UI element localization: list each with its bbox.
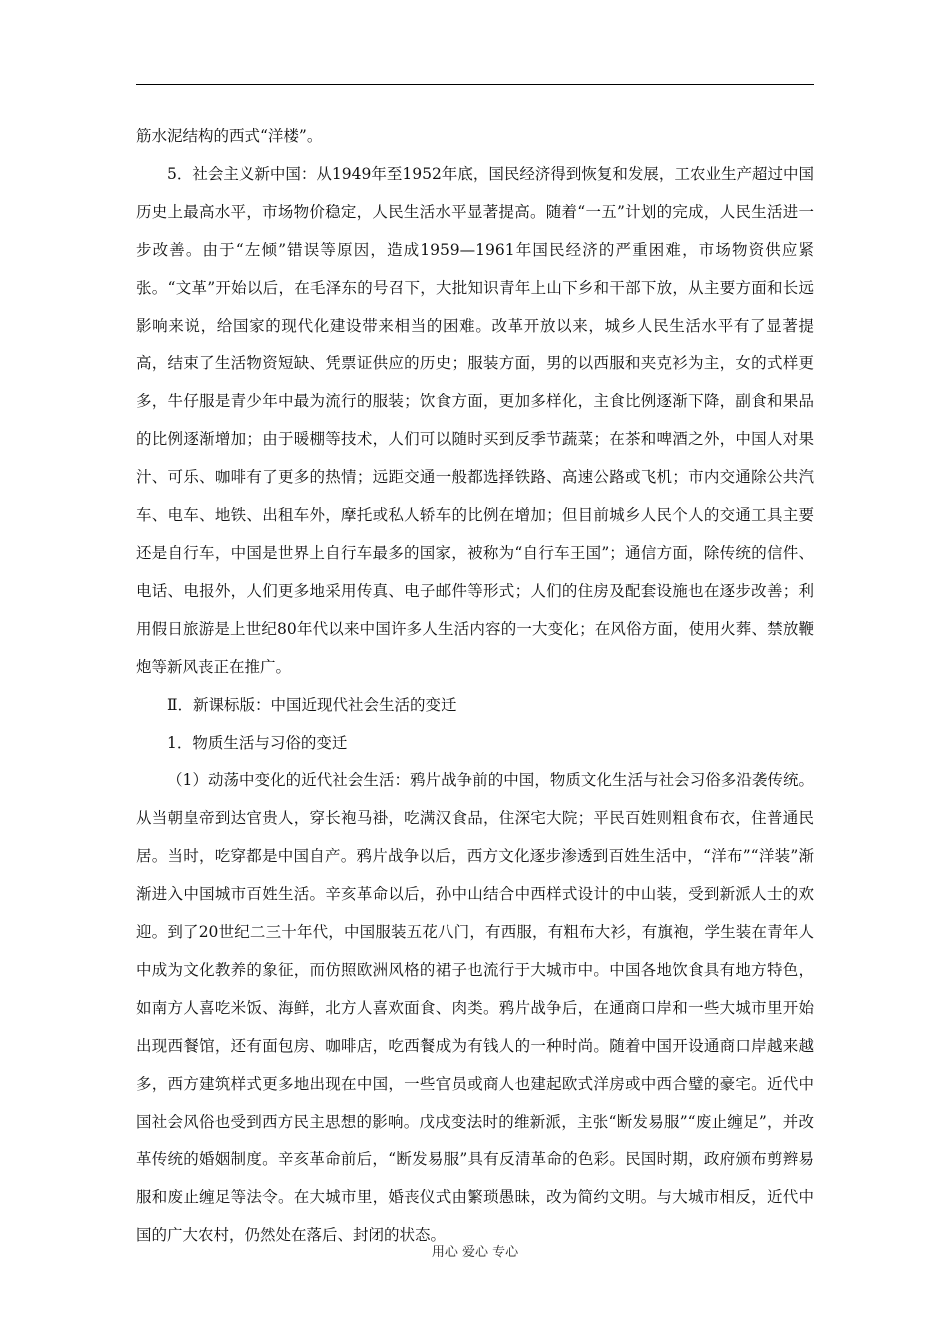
paragraph-continuation: 筋水泥结构的西式“洋楼”。 — [136, 127, 323, 145]
document-body — [136, 118, 814, 1255]
subsection-heading: 1．物质生活与习俗的变迁 — [167, 733, 348, 752]
page-footer: 用心 爱心 专心 — [431, 1245, 519, 1260]
section-heading: Ⅱ．新课标版：中国近现代社会生活的变迁 — [167, 695, 457, 714]
paragraph-modern-social-life: （1）动荡中变化的近代社会生活：鸦片战争前的中国，物质文化生活与社会习俗多沿袭传统。从当朝皇帝到达官贵人，穿长袍马褂，吃满汉食品，住深宅大院；平民百姓则粗食布衣，住普通民居。当时，吃穿都是中国自产。鸦片战争以后，西方文化逐步渗透到百姓生活中，“洋布”“洋装”渐渐进入中国城市百姓生活。辛亥革命以后，孙中山结合中西样式设计的中山装，受到新派人士的欢迎。到了20世纪二三十年代，中国服装五花八门，有西服，有粗布大衫，有旗袍，学生装在青年人中成为文化教养的象征，而仿照欧洲风格的裙子也流行于大城市中。中国各地饮食具有地方特色，如南方人喜吃米饭、海鲜，北方人喜欢面食、肉类。鸦片战争后，在通商口岸和一些大城市里开始出现西餐馆，还有面包房、咖啡店，吃西餐成为有钱人的一种时尚。随着中国开设通商口岸越来越多，西方建筑样式更多地出现在中国，一些官员或商人也建起欧式洋房或中西合璧的豪宅。近代中国社会风俗也受到西方民主思想的影响。戊戌变法时的维新派，主张“断发易服”“废止缠足”，并改革传统的婚姻制度。辛亥革命前后，“断发易服”具有反清革命的色彩。民国时期，政府颁布剪辫易服和废止缠足等法令。在大城市里，婚丧仪式由繁琐愚昧，改为简约文明。与大城市相反，近代中国的广大农村，仍然处在落后、封闭的状态。 — [136, 771, 814, 1245]
header-rule — [136, 84, 814, 85]
paragraph-new-china: 5．社会主义新中国：从1949年至1952年底，国民经济得到恢复和发展，工农业生产超过中国历史上最高水平，市场物价稳定，人民生活水平显著提高。随着“一五”计划的完成，人民生活进一步改善。由于“左倾”错误等原因，造成1959—1961年国民经济的严重困难，市场物资供应紧张。“文革”开始以后，在毛泽东的号召下，大批知识青年上山下乡和干部下放，从主要方面和长远影响来说，给国家的现代化建设带来相当的困难。改革开放以来，城乡人民生活水平有了显著提高，结束了生活物资短缺、凭票证供应的历史；服装方面，男的以西服和夹克衫为主，女的式样更多，牛仔服是青少年中最为流行的服装；饮食方面，更加多样化，主食比例逐渐下降，副食和果品的比例逐渐增加；由于暖棚等技术，人们可以随时买到反季节蔬菜；在茶和啤酒之外，中国人对果汁、可乐、咖啡有了更多的热情；远距交通一般都选择铁路、高速公路或飞机；市内交通除公共汽车、电车、地铁、出租车外，摩托或私人轿车的比例在增加；但目前城乡人民个人的交通工具主要还是自行车，中国是世界上自行车最多的国家，被称为“自行车王国”；通信方面，除传统的信件、电话、电报外，人们更多地采用传真、电子邮件等形式；人们的住房及配套设施也在逐步改善；利用假日旅游是上世纪80年代以来中国许多人生活内容的一大变化；在风俗方面，使用火葬、禁放鞭炮等新风丧正在推广。 — [136, 164, 814, 676]
